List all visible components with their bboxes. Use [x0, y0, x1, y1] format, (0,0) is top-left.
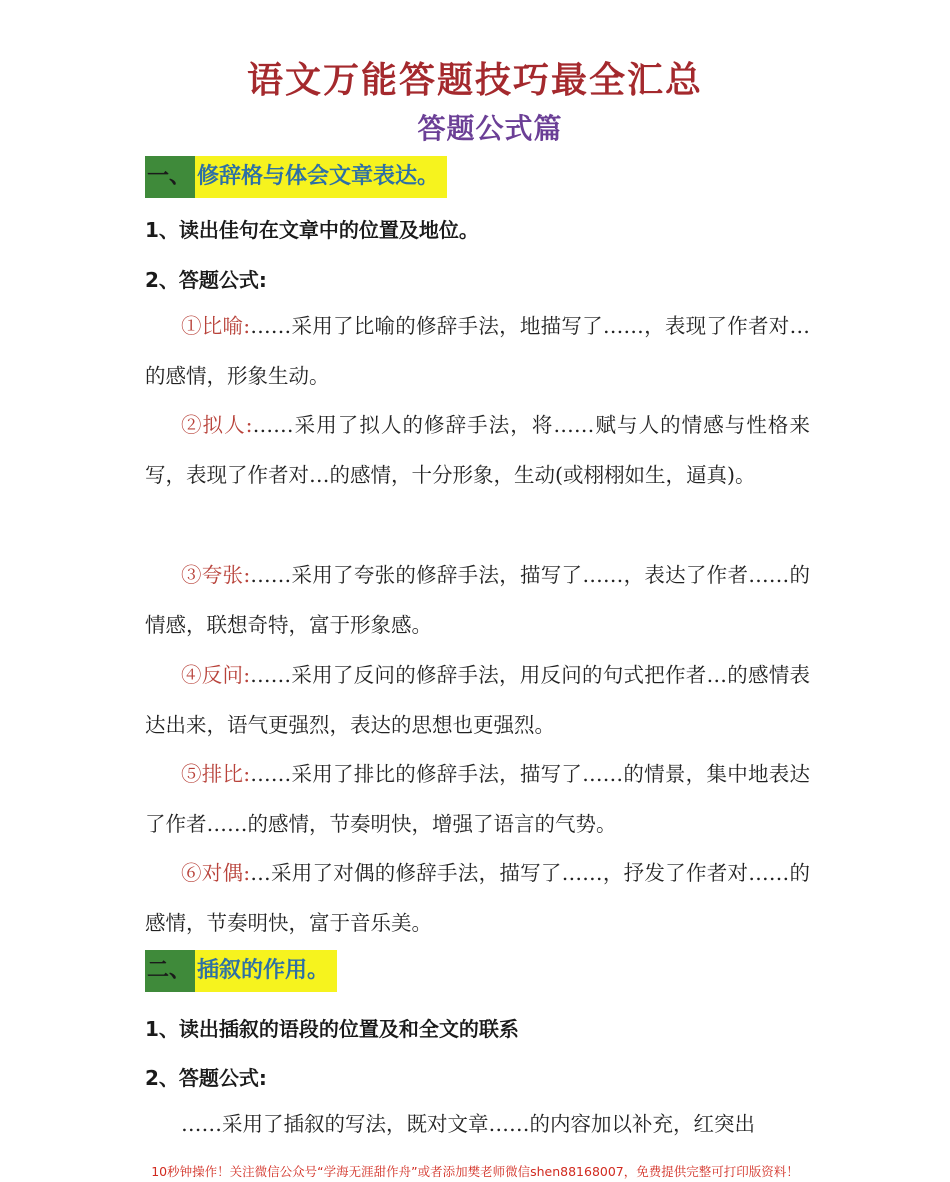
section-number: 一、	[145, 156, 195, 198]
item-label: ④反问:	[181, 663, 251, 687]
item-parallelism	[145, 749, 810, 849]
step-read-flashback: 1、读出插叙的语段的位置及和全文的联系	[145, 1017, 519, 1041]
section-number: 二、	[145, 950, 195, 992]
item-label: ②拟人:	[181, 413, 253, 437]
item-hyperbole	[145, 550, 810, 650]
item-text: ……采用了夸张的修辞手法，描写了……，表达了作者……的情感，联想奇特，富于形象感。	[145, 563, 810, 637]
page-subtitle: 答题公式篇	[417, 112, 563, 145]
item-text: ……采用了比喻的修辞手法，地描写了……，表现了作者对…的感情，形象生动。	[145, 314, 810, 388]
item-text: ……采用了反问的修辞手法，用反问的句式把作者…的感情表达出来，语气更强烈，表达的思想也更强烈。	[145, 663, 810, 737]
step-read-position: 1、读出佳句在文章中的位置及地位。	[145, 218, 479, 242]
section-title: 插叙的作用。	[195, 950, 337, 992]
step-answer-formula: 2、答题公式:	[145, 268, 267, 292]
section-heading-flashback	[145, 950, 337, 992]
item-label: ①比喻:	[181, 314, 251, 338]
section-title: 修辞格与体会文章表达。	[195, 156, 447, 198]
footer-promo-text: 10秒钟操作！关注微信公众号“学海无涯甜作舟”或者添加樊老师微信shen88168007，免费提供完整可打印版资料！	[151, 1164, 799, 1179]
item-text: ……采用了拟人的修辞手法，将……赋与人的情感与性格来写，表现了作者对…的感情，十分形象，生动(或栩栩如生，逼真)。	[145, 413, 810, 487]
item-antithesis	[145, 848, 810, 948]
page-title: 语文万能答题技巧最全汇总	[246, 60, 703, 101]
item-label: ⑤排比:	[181, 762, 251, 786]
step-answer-formula-2: 2、答题公式:	[145, 1066, 267, 1090]
item-label: ⑥对偶:	[181, 861, 251, 885]
section-heading-rhetoric	[145, 156, 447, 198]
item-metaphor	[145, 301, 810, 401]
item-text: …采用了对偶的修辞手法，描写了……，抒发了作者对……的感情，节奏明快，富于音乐美。	[145, 861, 810, 935]
item-text: ……采用了排比的修辞手法，描写了……的情景，集中地表达了作者……的感情，节奏明快，增强了语言的气势。	[145, 762, 810, 836]
item-label: ③夸张:	[181, 563, 251, 587]
item-personification	[145, 400, 810, 500]
item-rhetorical-question	[145, 650, 810, 750]
flashback-formula-text: ……采用了插叙的写法，既对文章……的内容加以补充，红突出	[181, 1112, 755, 1136]
